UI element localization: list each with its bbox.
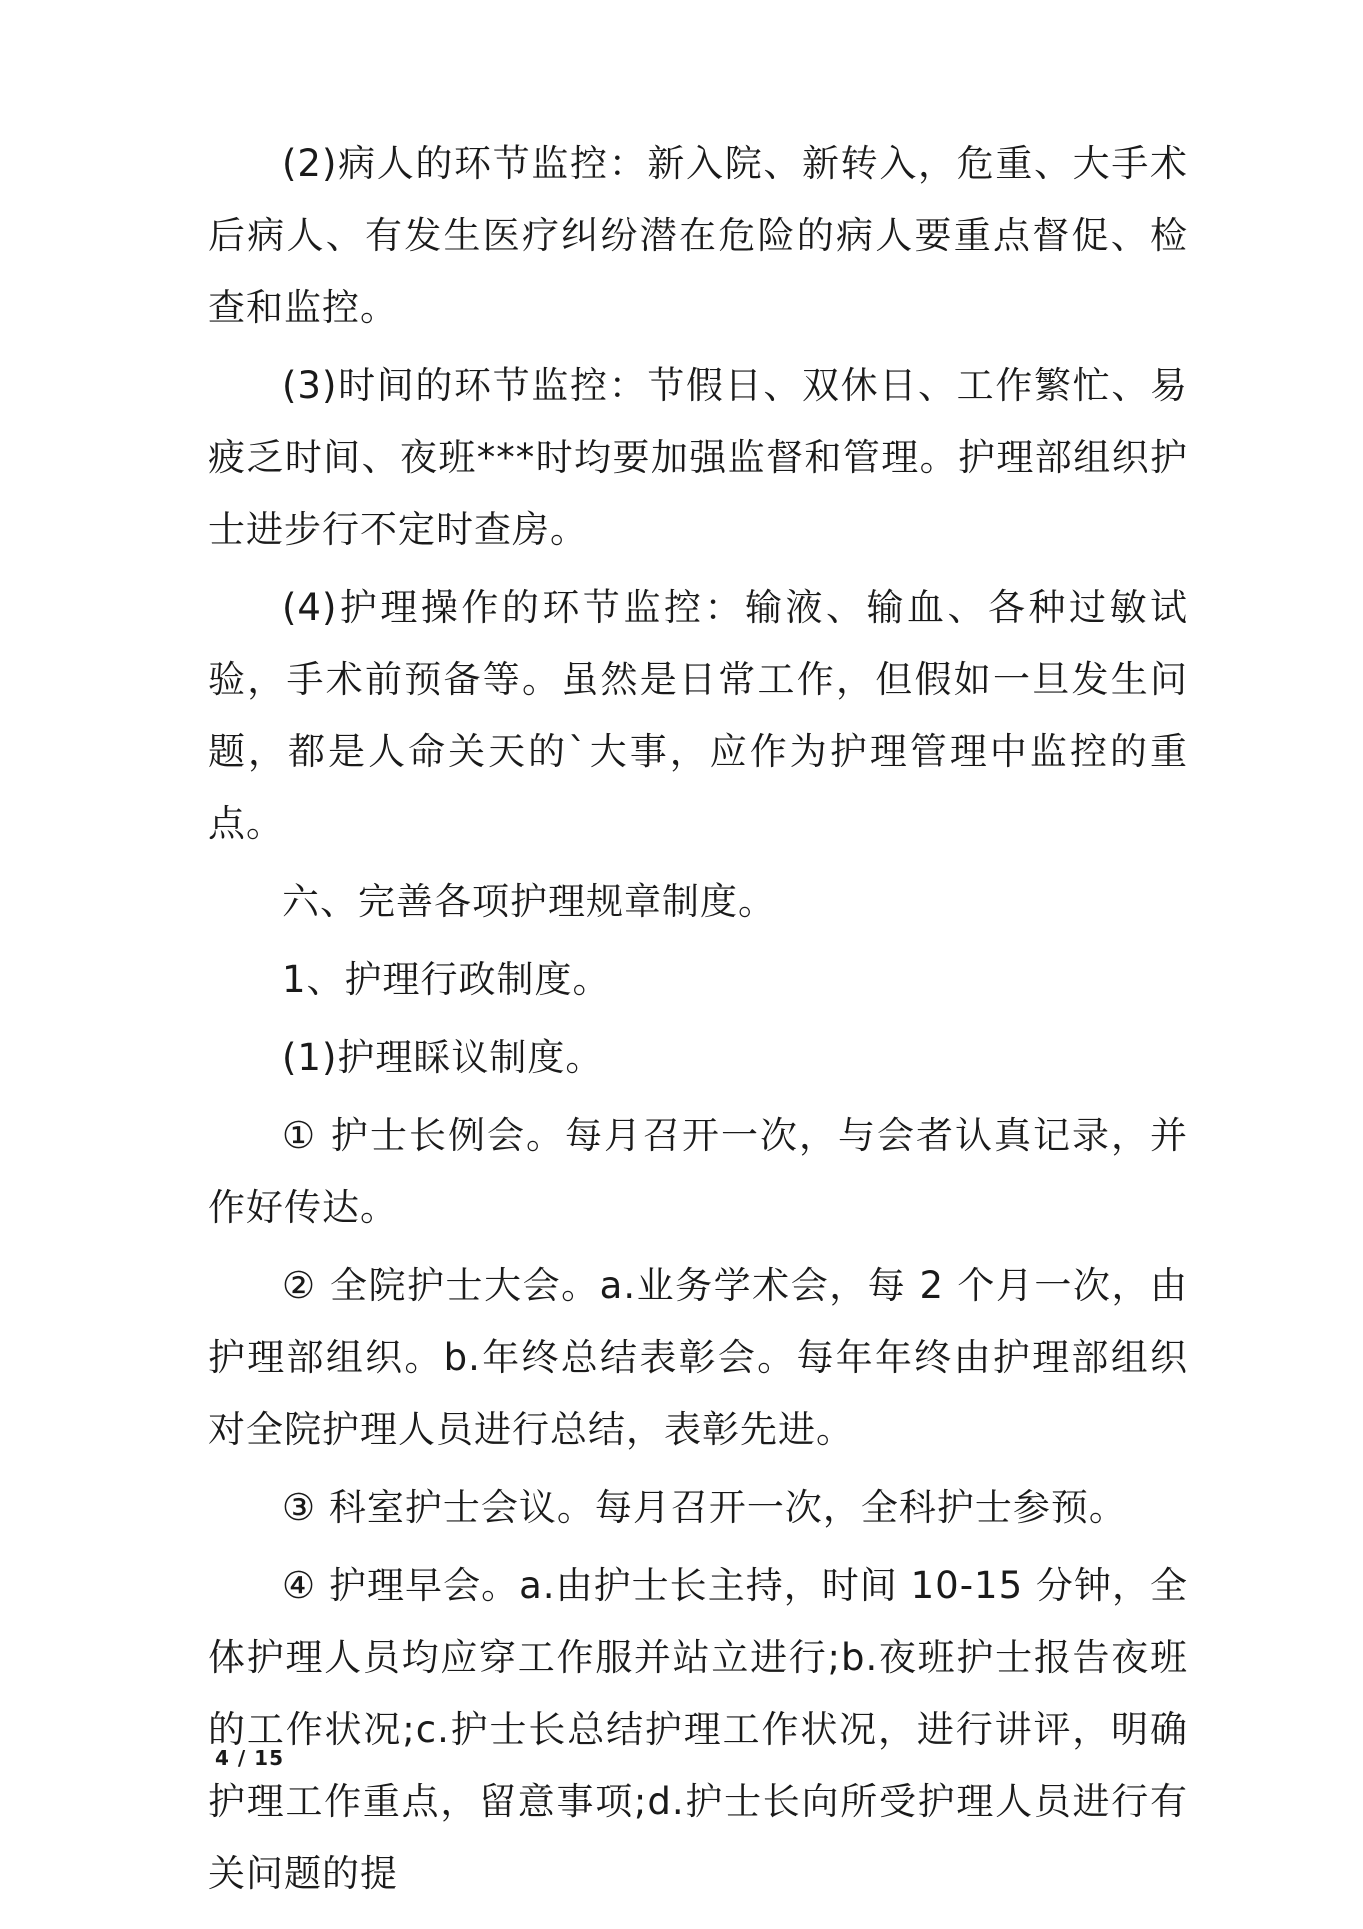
section-heading: 六、完善各项护理规章制度。 <box>282 880 776 923</box>
list-item: ① 护士长例会。每月召开一次，与会者认真记录，并作好传达。 <box>208 1114 1188 1229</box>
list-item: ④ 护理早会。a.由护士长主持，时间 10-15 分钟，全体护理人员均应穿工作服并站立进行;b.夜班护士报告夜班的工作状况;c.护士长总结护理工作状况，进行讲评，明确护理工作重点，留意事项;d.护士长向所受护理人员进行有关问题的提 <box>208 1564 1188 1895</box>
list-item: ③ 科室护士会议。每月召开一次，全科护士参预。 <box>282 1486 1127 1529</box>
list-item: ② 全院护士大会。a.业务学术会，每 2 个月一次，由护理部组织。b.年终总结表彰会。每年年终由护理部组织对全院护理人员进行总结，表彰先进。 <box>208 1264 1188 1451</box>
subsection-heading: 1、护理行政制度。 <box>282 958 611 1001</box>
page-number: 4 / 15 <box>215 1746 284 1770</box>
document-body <box>208 128 1188 1916</box>
paragraph: (2)病人的环节监控：新入院、新转入，危重、大手术后病人、有发生医疗纠纷潜在危险的病人要重点督促、检查和监控。 <box>208 142 1188 329</box>
subsection-heading: (1)护理睬议制度。 <box>282 1036 604 1079</box>
paragraph: (4)护理操作的环节监控：输液、输血、各种过敏试验，手术前预备等。虽然是日常工作，但假如一旦发生问题，都是人命关天的`大事，应作为护理管理中监控的重点。 <box>208 586 1188 845</box>
paragraph: (3)时间的环节监控：节假日、双休日、工作繁忙、易疲乏时间、夜班***时均要加强监督和管理。护理部组织护士进步行不定时查房。 <box>208 364 1188 551</box>
